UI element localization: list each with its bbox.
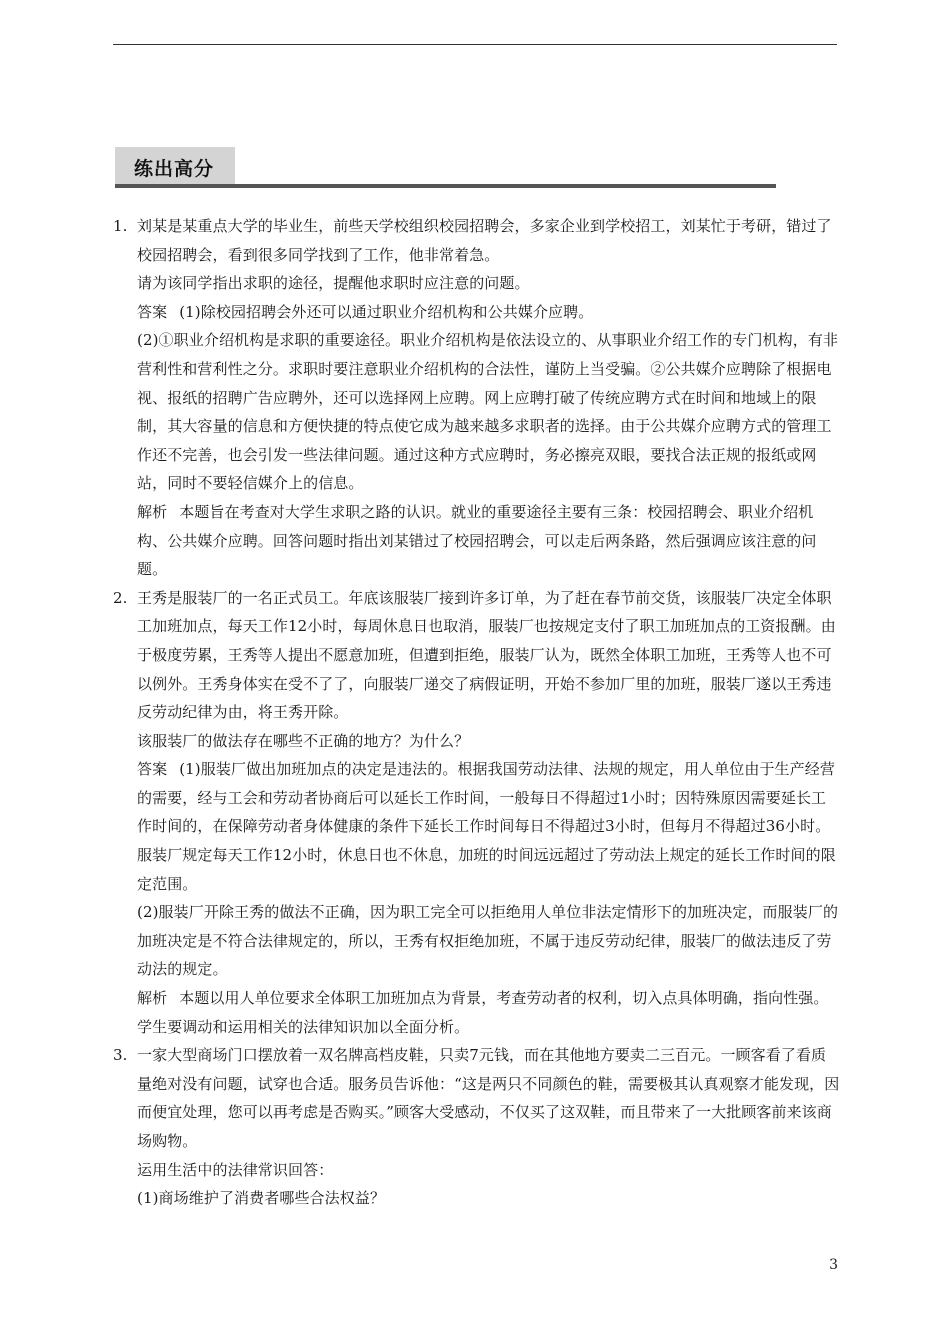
question-number: 1. [113,217,128,235]
question-number: 3. [113,1046,128,1065]
question-3 [113,1041,841,1213]
analysis: 解析 本题以用人单位要求全体职工加班加点为背景，考查劳动者的权利，切入点具体明确，指向性强。学生要调动和运用相关的法律知识加以全面分析。 [137,984,841,1041]
question-number: 2. [113,588,128,607]
question-prompt: 请为该同学指出求职的途径，提醒他求职时应注意的问题。 [137,274,530,293]
question-prompt: 该服装厂的做法存在哪些不正确的地方？为什么？ [137,731,470,750]
section-title-underline [115,184,776,188]
page-number: 3 [829,1257,838,1273]
answer-part-2: (2)服装厂开除王秀的做法不正确，因为职工完全可以拒绝用人单位非法定情形下的加班决定，而服装厂的加班决定是不符合法律规定的，所以，王秀有权拒绝加班，不属于违反劳动纪律，服装厂的做法违反了劳动法的规定。 [137,903,839,979]
analysis-label: 解析 [137,989,168,1008]
answer-part-2: (2)①职业介绍机构是求职的重要途径。职业介绍机构是依法设立的、从事职业介绍工作的专门机构，有非营利性和营利性之分。求职时要注意职业介绍机构的合法性，谨防上当受骗。②公共媒介应聘除了根据电视、报纸的招聘广告应聘外，还可以选择网上应聘。网上应聘打破了传统应聘方式在时间和地域上的限制，其大容量的信息和方便快捷的特点使它成为越来越多求职者的选择。由于公共媒介应聘方式的管理工作还不完善，也会引发一些法律问题。通过这种方式应聘时，务必擦亮双眼，要找合法正规的报纸或网站，同时不要轻信媒介上的信息。 [137,331,839,493]
question-2 [113,584,841,1042]
question-stem: 王秀是服装厂的一名正式员工。年底该服装厂接到许多订单，为了赶在春节前交货，该服装厂决定全体职工加班加点，每天工作12小时，每周休息日也取消，服装厂也按规定支付了职工加班加点的工资报酬。由于极度劳累，王秀等人提出不愿意加班，但遭到拒绝，服装厂认为，既然全体职工加班，王秀等人也不可以例外。王秀身体实在受不了了，向服装厂递交了病假证明，开始不参加厂里的加班，服装厂遂以王秀违反劳动纪律为由，将王秀开除。 [137,588,836,722]
answer-label: 答案 [137,302,168,321]
analysis-label: 解析 [137,502,168,521]
question-prompt: 运用生活中的法律常识回答： [137,1160,334,1179]
analysis: 解析 本题旨在考查对大学生求职之路的认识。就业的重要途径主要有三条：校园招聘会、职业介绍机构、公共媒介应聘。回答问题时指出刘某错过了校园招聘会，可以走后两条路，然后强调应该注意的问题。 [137,498,841,584]
answer-part-1: 答案 (1)除校园招聘会外还可以通过职业介绍机构和公共媒介应聘。 [137,298,841,327]
answer-label: 答案 [137,760,168,779]
question-1 [113,212,841,584]
answer-part-1: 答案 (1)服装厂做出加班加点的决定是违法的。根据我国劳动法律、法规的规定，用人单位由于生产经营的需要，经与工会和劳动者协商后可以延长工作时间，一般每日不得超过1小时；因特殊原因需要延长工作时间的，在保障劳动者身体健康的条件下延长工作时间每日不得超过3小时，但每月不得超过36小时。服装厂规定每天工作12小时，休息日也不休息，加班的时间远远超过了劳动法上规定的延长工作时间的限定范围。 [137,755,841,898]
header-rule [113,44,837,45]
section-title: 练出高分 [134,158,215,180]
document-body [113,212,841,1213]
question-stem: 一家大型商场门口摆放着一双名牌高档皮鞋，只卖7元钱，而在其他地方要卖二三百元。一顾客看了看质量绝对没有问题，试穿也合适。服务员告诉他：“这是两只不同颜色的鞋，需要极其认真观察才能发现，因而便宜处理，您可以再考虑是否购买。”顾客大受感动，不仅买了这双鞋，而且带来了一大批顾客前来该商场购物。 [137,1046,840,1150]
sub-question: (1)商场维护了消费者哪些合法权益？ [137,1189,386,1208]
question-stem: 刘某是某重点大学的毕业生，前些天学校组织校园招聘会，多家企业到学校招工，刘某忙于考研，错过了校园招聘会，看到很多同学找到了工作，他非常着急。 [137,217,832,264]
